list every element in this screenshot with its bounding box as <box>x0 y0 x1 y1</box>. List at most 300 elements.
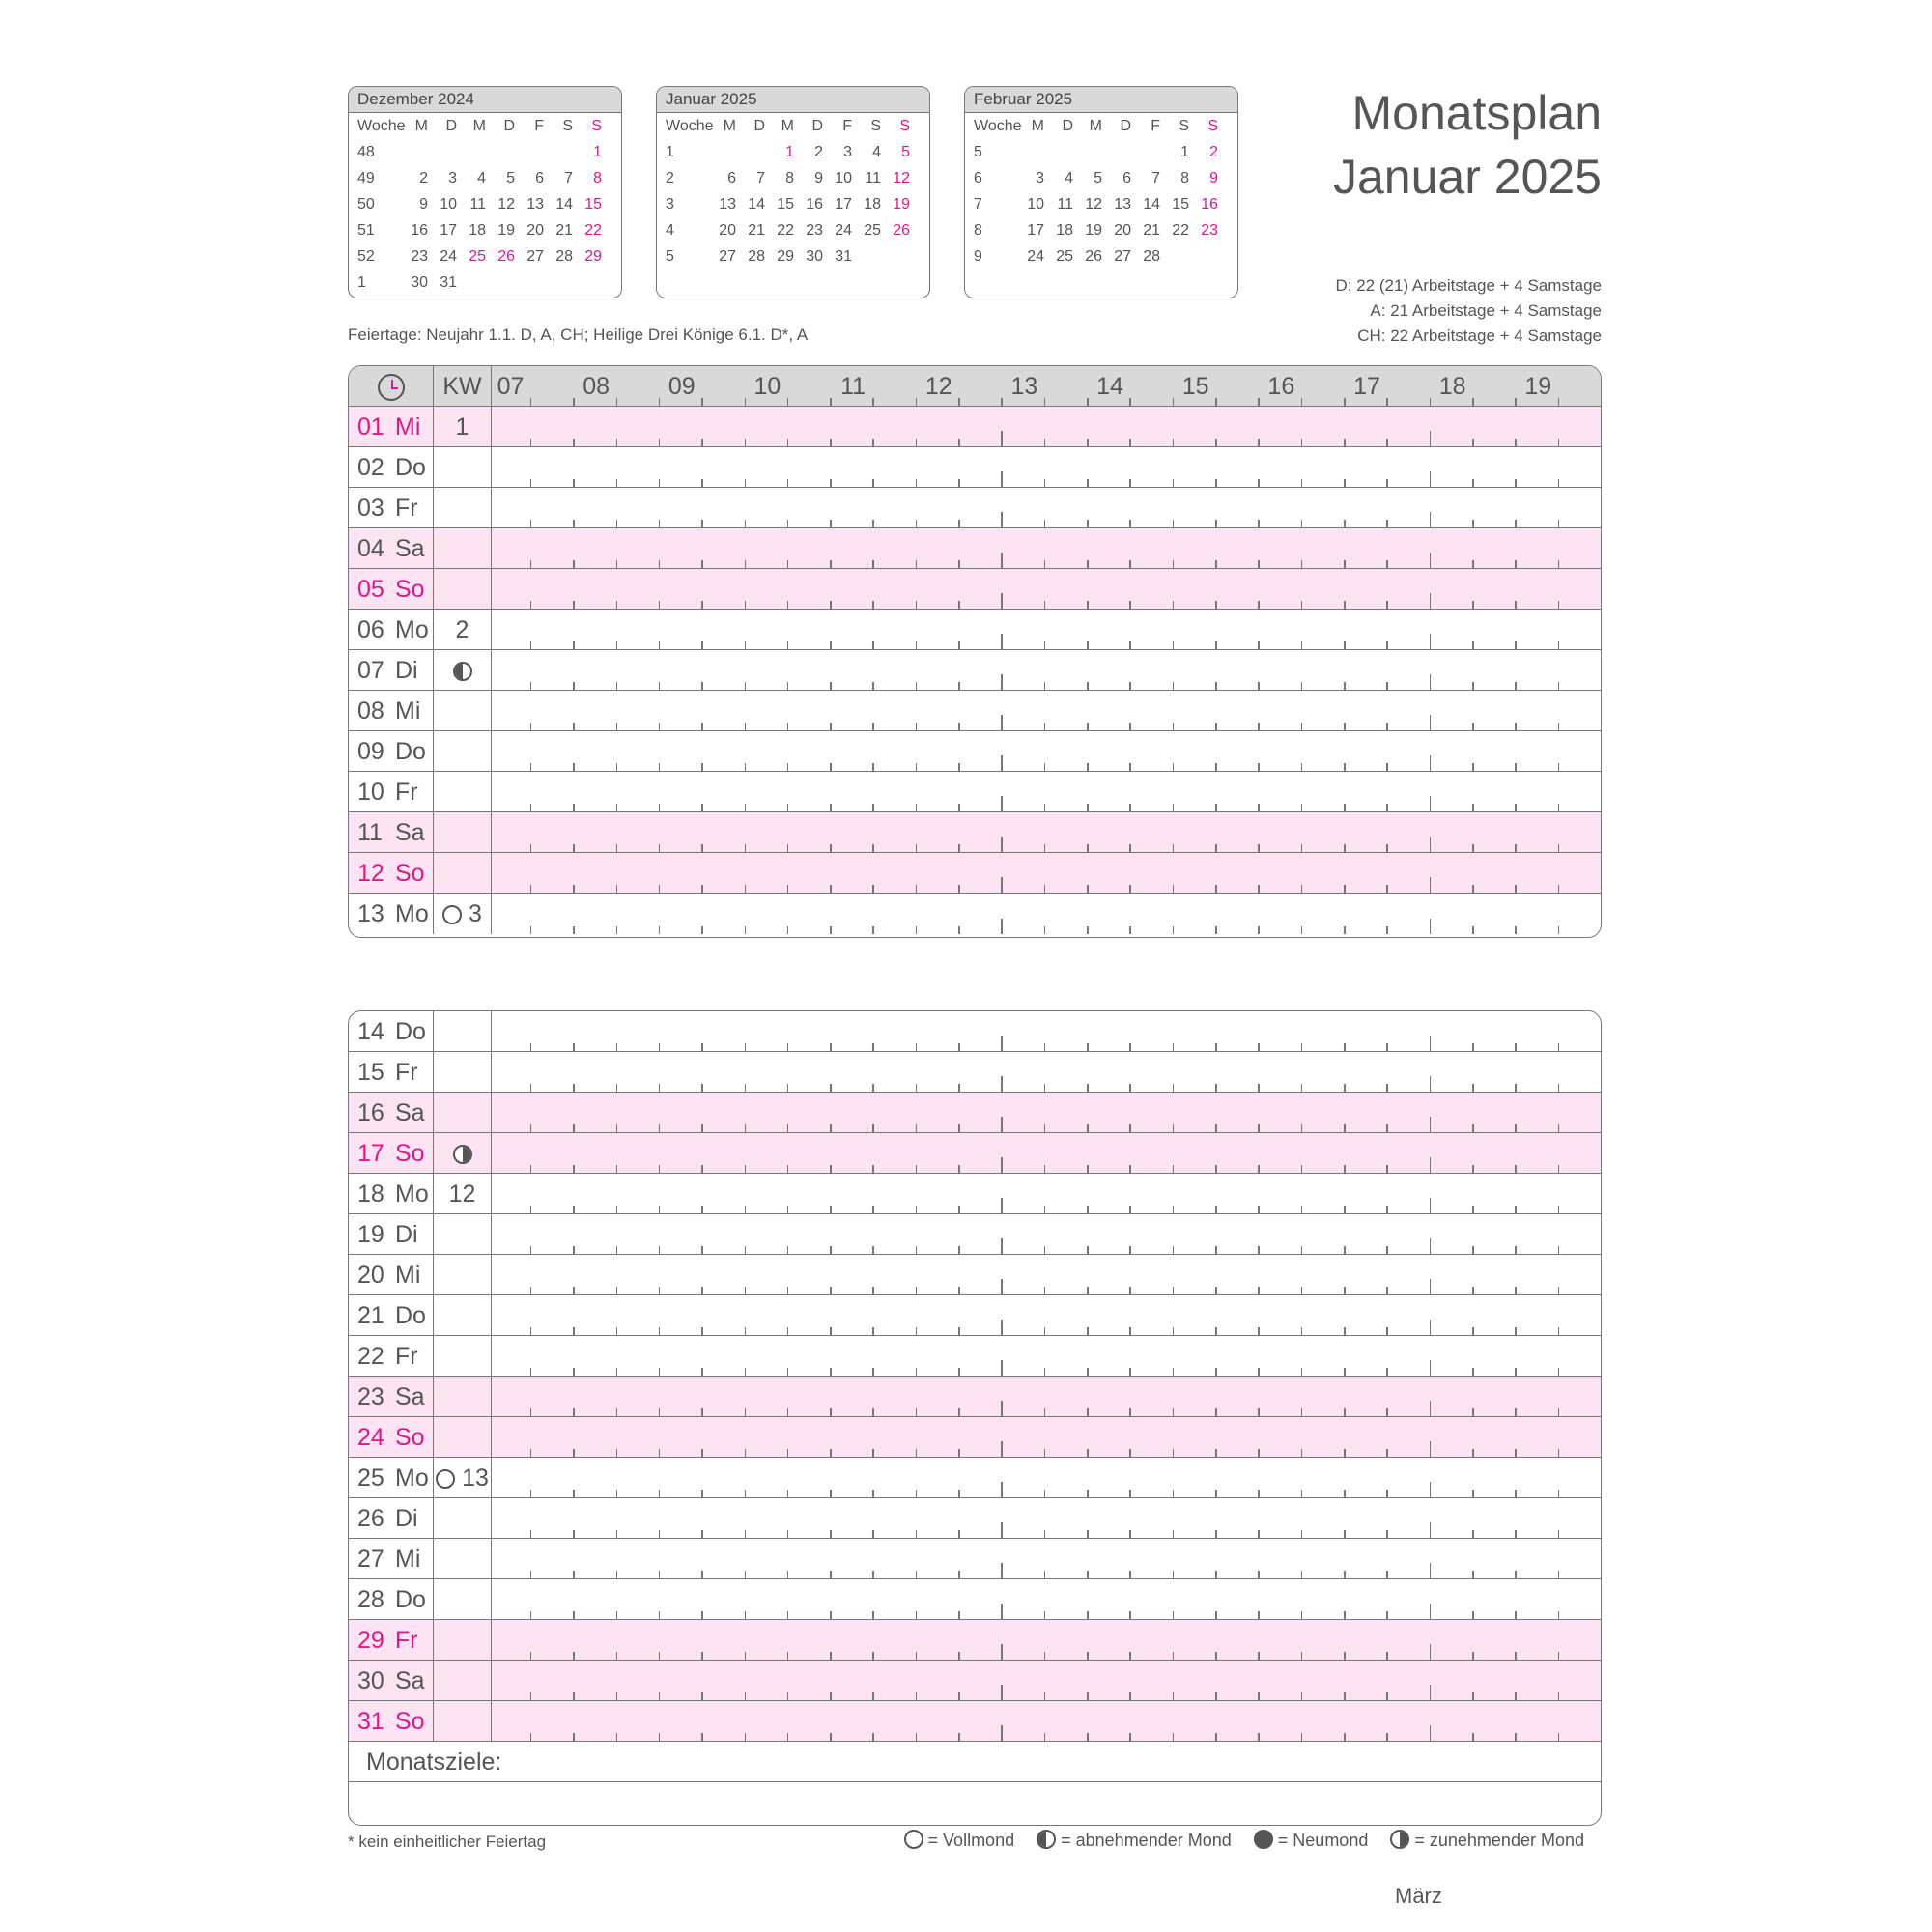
time-tick <box>1301 1611 1303 1619</box>
time-slots[interactable] <box>492 1295 1601 1335</box>
time-tick <box>1044 804 1046 811</box>
kw-cell <box>434 731 492 771</box>
mini-calendar-day: 8 <box>1180 170 1189 186</box>
time-tick <box>958 601 960 609</box>
day-row[interactable] <box>349 1620 1601 1661</box>
time-tick <box>1558 1692 1560 1700</box>
mini-calendar-week-row <box>965 139 1237 165</box>
time-tick <box>573 1327 575 1335</box>
time-tick <box>745 926 747 934</box>
time-tick <box>530 601 532 609</box>
time-tick <box>1301 885 1303 893</box>
time-slots[interactable] <box>492 528 1601 568</box>
weekday-name: Di <box>395 657 418 684</box>
time-slots[interactable] <box>492 1174 1601 1213</box>
time-tick <box>1215 641 1217 649</box>
day-row[interactable] <box>349 1458 1601 1498</box>
mini-calendar-day: 31 <box>440 274 457 291</box>
time-tick <box>573 1165 575 1173</box>
mini-calendar-day: 10 <box>835 170 852 186</box>
legend-full-moon: = Vollmond <box>904 1831 1015 1850</box>
time-tick <box>1173 1246 1175 1254</box>
time-tick <box>1215 844 1217 852</box>
day-row[interactable] <box>349 1539 1601 1579</box>
time-tick <box>1215 1652 1217 1660</box>
mini-calendar-header-row <box>965 113 1237 139</box>
day-row[interactable] <box>349 1011 1601 1052</box>
time-tick <box>1430 1644 1432 1660</box>
time-tick <box>1044 560 1046 568</box>
time-tick <box>958 1611 960 1619</box>
time-tick <box>1044 885 1046 893</box>
time-tick <box>916 885 918 893</box>
time-tick <box>1515 1490 1517 1497</box>
mini-calendar-week-row <box>349 165 621 191</box>
time-slots[interactable] <box>492 1498 1601 1538</box>
day-number: 19 <box>357 1221 384 1248</box>
time-tick <box>787 1246 789 1254</box>
time-slots[interactable] <box>492 1377 1601 1416</box>
weekday-name: So <box>395 1708 425 1735</box>
time-slots[interactable] <box>492 1255 1601 1294</box>
time-tick <box>872 1165 874 1173</box>
time-tick <box>1173 560 1175 568</box>
mini-calendar-day: 2 <box>419 170 428 186</box>
time-tick <box>1044 1571 1046 1578</box>
time-tick <box>1472 804 1474 811</box>
time-tick <box>573 398 575 406</box>
time-tick <box>1386 398 1388 406</box>
time-tick <box>830 479 832 487</box>
time-slots[interactable] <box>492 731 1601 771</box>
time-tick <box>830 1571 832 1578</box>
time-slots[interactable] <box>492 1093 1601 1132</box>
time-tick <box>745 723 747 730</box>
time-tick <box>616 1246 618 1254</box>
time-tick <box>1301 1084 1303 1092</box>
new-moon-icon <box>1254 1830 1273 1849</box>
time-tick <box>701 1287 703 1294</box>
time-tick <box>1430 1522 1432 1538</box>
time-tick <box>1129 844 1131 852</box>
time-slots[interactable] <box>492 853 1601 893</box>
kw-cell <box>434 1539 492 1578</box>
day-number: 10 <box>357 779 384 806</box>
time-tick <box>1515 1733 1517 1741</box>
time-tick <box>616 1287 618 1294</box>
day-row[interactable] <box>349 1701 1601 1742</box>
mini-calendar-day: 16 <box>1201 196 1218 213</box>
day-number: 31 <box>357 1708 384 1735</box>
time-tick <box>701 1449 703 1457</box>
time-tick <box>830 1206 832 1213</box>
kw-cell <box>434 1377 492 1416</box>
time-tick <box>659 1124 661 1132</box>
day-row[interactable] <box>349 772 1601 812</box>
day-number: 23 <box>357 1383 384 1410</box>
waxing-moon-icon <box>453 1145 472 1164</box>
time-slots[interactable] <box>492 894 1601 934</box>
hour-label: 07 <box>497 373 525 400</box>
time-tick <box>1087 1368 1089 1376</box>
day-row[interactable] <box>349 407 1601 447</box>
mini-calendar-day: 10 <box>440 196 457 213</box>
time-tick <box>872 1124 874 1132</box>
time-tick <box>1087 1530 1089 1538</box>
mini-calendar-title: Dezember 2024 <box>349 87 621 113</box>
time-tick <box>1344 1490 1346 1497</box>
time-slots[interactable] <box>492 569 1601 609</box>
time-tick <box>1044 1327 1046 1335</box>
time-slots[interactable] <box>492 610 1601 649</box>
day-number: 27 <box>357 1546 384 1573</box>
day-row[interactable] <box>349 610 1601 650</box>
day-row[interactable] <box>349 1133 1601 1174</box>
time-tick <box>616 1124 618 1132</box>
kw-number: 1 <box>455 413 469 440</box>
time-tick <box>1258 1652 1260 1660</box>
day-row[interactable] <box>349 569 1601 610</box>
time-tick <box>1558 1246 1560 1254</box>
mini-calendar-day: 5 <box>1094 170 1102 186</box>
time-tick <box>916 1368 918 1376</box>
time-tick <box>1258 1368 1260 1376</box>
weekday-header: S <box>562 118 573 134</box>
time-tick <box>1129 1571 1131 1578</box>
time-tick <box>616 1611 618 1619</box>
time-tick <box>573 682 575 690</box>
day-row[interactable] <box>349 488 1601 528</box>
mini-calendar-day: 21 <box>1143 222 1160 239</box>
time-tick <box>1472 1571 1474 1578</box>
day-cell <box>349 731 434 771</box>
day-row[interactable] <box>349 812 1601 853</box>
time-tick <box>616 601 618 609</box>
time-tick <box>701 641 703 649</box>
day-row[interactable] <box>349 528 1601 569</box>
time-tick <box>530 1733 532 1741</box>
time-tick <box>701 1692 703 1700</box>
day-row[interactable] <box>349 1174 1601 1214</box>
kw-cell <box>434 1579 492 1619</box>
mini-calendar-day: 28 <box>748 248 765 265</box>
time-tick <box>1472 1124 1474 1132</box>
time-slots[interactable] <box>492 650 1601 690</box>
weekday-name: Mo <box>395 1180 429 1208</box>
mini-calendar-day: 30 <box>411 274 428 291</box>
time-tick <box>1430 1320 1432 1335</box>
weekday-header: D <box>1120 118 1131 134</box>
time-tick <box>616 439 618 446</box>
time-tick <box>1215 1246 1217 1254</box>
mini-calendar-day: 7 <box>564 170 573 186</box>
time-tick <box>1001 796 1003 811</box>
time-tick <box>787 601 789 609</box>
day-row[interactable] <box>349 894 1601 934</box>
mini-calendar-day: 11 <box>1057 196 1073 213</box>
day-row[interactable] <box>349 1661 1601 1701</box>
time-tick <box>616 1327 618 1335</box>
time-tick <box>530 1449 532 1457</box>
time-slots[interactable] <box>492 1336 1601 1376</box>
mini-calendar-day: 23 <box>806 222 823 239</box>
time-tick <box>958 682 960 690</box>
full-moon-icon <box>436 1469 455 1489</box>
time-tick <box>1515 439 1517 446</box>
mini-calendar-day: 14 <box>1143 196 1160 213</box>
time-tick <box>659 1571 661 1578</box>
time-tick <box>1301 1287 1303 1294</box>
holidays-info: Feiertage: Neujahr 1.1. D, A, CH; Heilige Drei Könige 6.1. D*, A <box>348 326 809 344</box>
time-tick <box>659 1692 661 1700</box>
mini-calendar-week-row <box>349 191 621 217</box>
time-slots[interactable] <box>492 1539 1601 1578</box>
time-tick <box>573 1368 575 1376</box>
day-cell <box>349 1417 434 1457</box>
time-tick <box>1129 520 1131 527</box>
time-tick <box>659 1449 661 1457</box>
day-cell <box>349 1620 434 1660</box>
day-row[interactable] <box>349 1052 1601 1093</box>
time-tick <box>1515 560 1517 568</box>
time-tick <box>573 1490 575 1497</box>
time-tick <box>1515 479 1517 487</box>
time-tick <box>659 1327 661 1335</box>
time-tick <box>659 844 661 852</box>
time-tick <box>745 479 747 487</box>
time-tick <box>1129 1449 1131 1457</box>
time-tick <box>787 1206 789 1213</box>
time-tick <box>573 560 575 568</box>
monthly-goals-label: Monatsziele: <box>349 1742 1601 1782</box>
day-row[interactable] <box>349 691 1601 731</box>
kw-cell <box>434 1093 492 1132</box>
day-cell <box>349 1377 434 1416</box>
day-cell <box>349 1011 434 1051</box>
time-slots[interactable] <box>492 1011 1601 1051</box>
time-tick <box>1472 1246 1474 1254</box>
time-tick <box>1129 1490 1131 1497</box>
mini-calendar-day: 8 <box>785 170 794 186</box>
time-tick <box>1386 1611 1388 1619</box>
time-slots[interactable] <box>492 1052 1601 1092</box>
hour-label: 18 <box>1438 373 1466 400</box>
mini-calendar-week-row <box>657 139 929 165</box>
mini-calendar-day: 22 <box>1172 222 1189 239</box>
time-slots[interactable] <box>492 1579 1601 1619</box>
time-slots[interactable] <box>492 1620 1601 1660</box>
time-slots[interactable] <box>492 447 1601 487</box>
time-tick <box>916 1652 918 1660</box>
kw-cell <box>434 1498 492 1538</box>
hour-label: 17 <box>1353 373 1380 400</box>
time-tick <box>916 1327 918 1335</box>
time-tick <box>872 1408 874 1416</box>
time-tick <box>659 1490 661 1497</box>
time-tick <box>1430 755 1432 771</box>
time-tick <box>1087 1449 1089 1457</box>
mini-calendar-day: 17 <box>1027 222 1044 239</box>
time-tick <box>1087 1124 1089 1132</box>
day-number: 01 <box>357 413 384 440</box>
time-tick <box>916 560 918 568</box>
time-slots[interactable] <box>492 1661 1601 1700</box>
time-tick <box>701 1165 703 1173</box>
time-tick <box>958 1246 960 1254</box>
mini-calendar-week-row <box>965 217 1237 243</box>
time-tick <box>1258 1043 1260 1051</box>
time-tick <box>1344 520 1346 527</box>
time-tick <box>916 763 918 771</box>
day-row[interactable] <box>349 1417 1601 1458</box>
time-tick <box>530 926 532 934</box>
kw-cell <box>434 407 492 446</box>
time-tick <box>1558 1652 1560 1660</box>
day-row[interactable] <box>349 1377 1601 1417</box>
day-row[interactable] <box>349 1295 1601 1336</box>
time-slots[interactable] <box>492 812 1601 852</box>
time-tick <box>530 682 532 690</box>
time-tick <box>1129 1692 1131 1700</box>
day-row[interactable] <box>349 650 1601 691</box>
time-slots[interactable] <box>492 1214 1601 1254</box>
time-tick <box>872 1287 874 1294</box>
time-tick <box>830 926 832 934</box>
time-tick <box>1515 1327 1517 1335</box>
time-tick <box>1386 1246 1388 1254</box>
week-number: 8 <box>974 222 982 239</box>
time-tick <box>1558 520 1560 527</box>
weekday-header: F <box>842 118 852 134</box>
time-tick <box>1344 1733 1346 1741</box>
time-tick <box>1386 1124 1388 1132</box>
time-tick <box>745 1449 747 1457</box>
time-tick <box>1515 641 1517 649</box>
week-number: 7 <box>974 196 982 213</box>
time-tick <box>1558 1084 1560 1092</box>
day-row[interactable] <box>349 1498 1601 1539</box>
day-row[interactable] <box>349 1255 1601 1295</box>
time-tick <box>1173 926 1175 934</box>
time-tick <box>745 844 747 852</box>
time-tick <box>1301 763 1303 771</box>
day-row[interactable] <box>349 731 1601 772</box>
time-tick <box>701 1611 703 1619</box>
time-tick <box>1558 804 1560 811</box>
week-number: 49 <box>357 170 375 186</box>
day-row[interactable] <box>349 447 1601 488</box>
time-tick <box>1258 560 1260 568</box>
time-slots[interactable] <box>492 488 1601 527</box>
kw-cell <box>434 447 492 487</box>
time-tick <box>1472 1368 1474 1376</box>
time-tick <box>1515 926 1517 934</box>
time-tick <box>1301 1368 1303 1376</box>
time-slots[interactable] <box>492 691 1601 730</box>
time-tick <box>1430 1076 1432 1092</box>
time-tick <box>1386 560 1388 568</box>
mini-calendar-day: 14 <box>748 196 765 213</box>
time-tick <box>1386 1206 1388 1213</box>
time-tick <box>872 398 874 406</box>
time-tick <box>1558 1449 1560 1457</box>
weekday-name: So <box>395 576 425 603</box>
time-slots[interactable] <box>492 407 1601 446</box>
day-row[interactable] <box>349 1579 1601 1620</box>
kw-cell <box>434 894 492 934</box>
day-cell <box>349 894 434 934</box>
day-number: 22 <box>357 1343 384 1370</box>
weekday-header: F <box>1151 118 1160 134</box>
day-number: 13 <box>357 900 384 927</box>
time-tick <box>1515 1652 1517 1660</box>
time-slots[interactable] <box>492 772 1601 811</box>
day-cell <box>349 1579 434 1619</box>
mini-calendar-day: 24 <box>440 248 457 265</box>
time-slots[interactable] <box>492 1133 1601 1173</box>
time-tick <box>745 682 747 690</box>
day-row[interactable] <box>349 1093 1601 1133</box>
monthly-goals-input[interactable] <box>349 1782 1601 1823</box>
time-tick <box>1215 560 1217 568</box>
mini-calendar-day: 20 <box>526 222 544 239</box>
time-tick <box>1129 1733 1131 1741</box>
mini-calendar-day: 30 <box>806 248 823 265</box>
time-tick <box>1515 885 1517 893</box>
hour-label: 19 <box>1524 373 1552 400</box>
time-tick <box>872 1043 874 1051</box>
time-tick <box>872 1449 874 1457</box>
time-tick <box>1430 1401 1432 1416</box>
time-tick <box>530 398 532 406</box>
day-row[interactable] <box>349 1336 1601 1377</box>
time-tick <box>1430 715 1432 730</box>
weekday-header: D <box>1062 118 1073 134</box>
time-tick <box>701 520 703 527</box>
time-tick <box>787 1084 789 1092</box>
time-tick <box>1515 1368 1517 1376</box>
time-tick <box>1558 1287 1560 1294</box>
weekday-name: Sa <box>395 1667 425 1694</box>
page-title <box>1333 81 1602 209</box>
day-row[interactable] <box>349 853 1601 894</box>
time-slots[interactable] <box>492 1417 1601 1457</box>
weekday-name: Sa <box>395 1383 425 1410</box>
time-tick <box>1215 1165 1217 1173</box>
time-slots[interactable] <box>492 1458 1601 1497</box>
time-tick <box>745 560 747 568</box>
kw-cell <box>434 1011 492 1051</box>
time-tick <box>1386 641 1388 649</box>
week-number: 1 <box>357 274 366 291</box>
time-tick <box>1344 1206 1346 1213</box>
time-tick <box>745 1611 747 1619</box>
day-row[interactable] <box>349 1214 1601 1255</box>
time-tick <box>958 1490 960 1497</box>
time-tick <box>1215 723 1217 730</box>
day-cell <box>349 1701 434 1741</box>
time-tick <box>1258 520 1260 527</box>
time-slots[interactable] <box>492 1701 1601 1741</box>
time-tick <box>1472 1733 1474 1741</box>
weekday-header: M <box>414 118 428 134</box>
time-tick <box>1558 1571 1560 1578</box>
time-tick <box>787 1327 789 1335</box>
time-tick <box>1472 560 1474 568</box>
time-tick <box>1301 520 1303 527</box>
time-tick <box>1044 1530 1046 1538</box>
time-tick <box>1472 1165 1474 1173</box>
